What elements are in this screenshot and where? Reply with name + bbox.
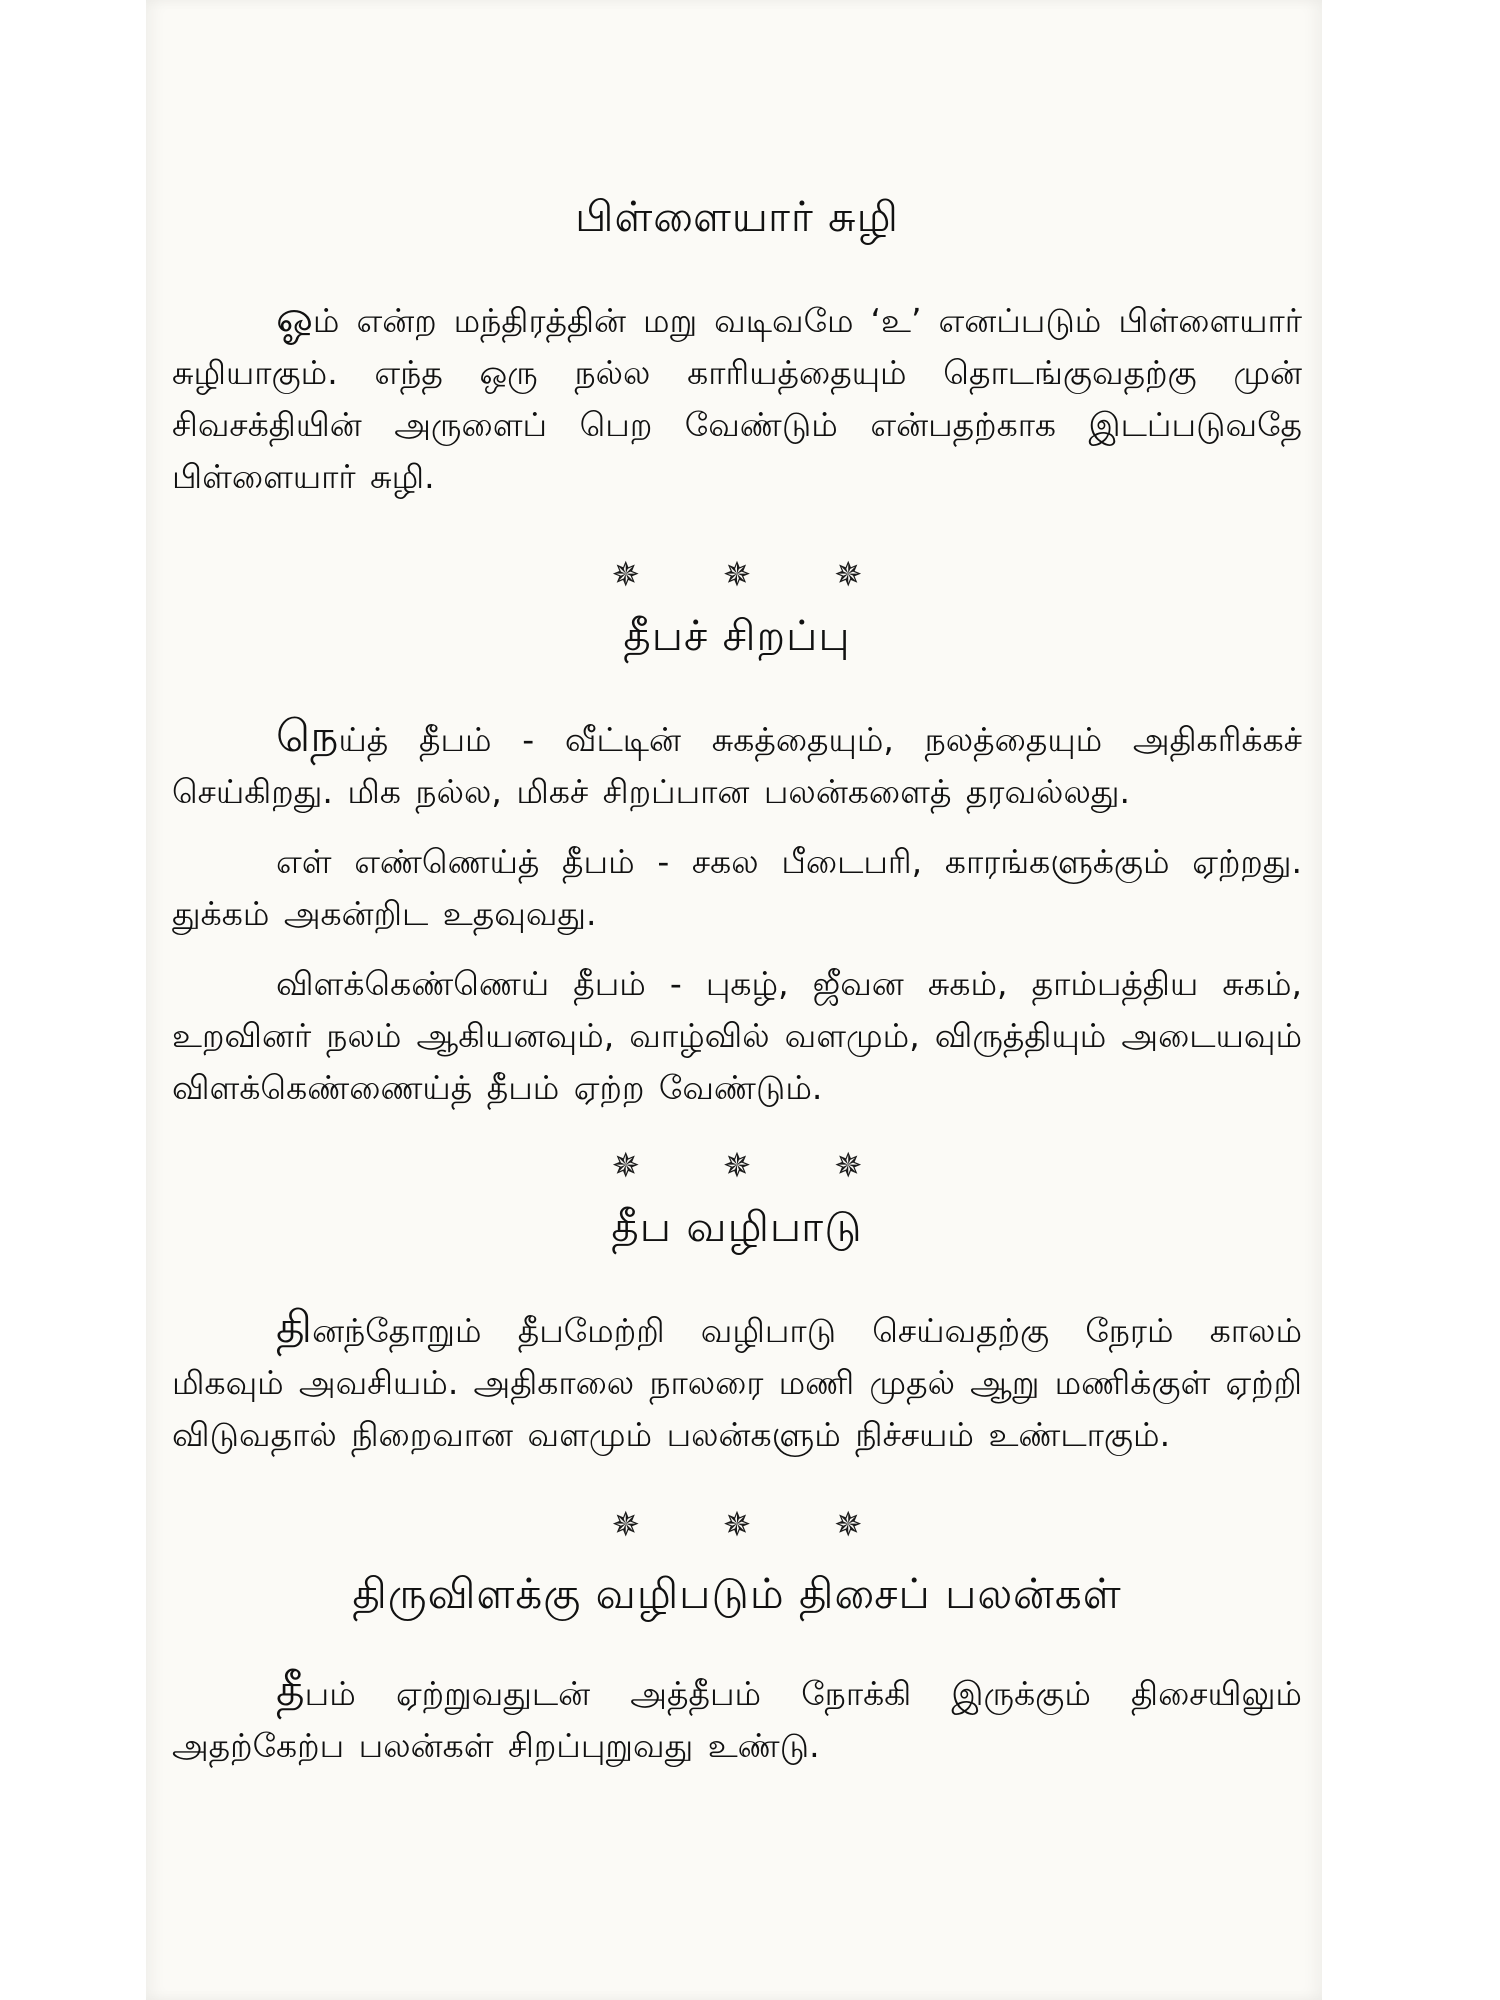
section-separator: ✵ ✵ ✵ [611, 1146, 899, 1186]
section-separator: ✵ ✵ ✵ [611, 1505, 899, 1545]
paragraph [172, 292, 1302, 503]
paragraph-text: ம் என்ற மந்திரத்தின் மறு வடிவமே ‘உ’ எனப்படும் பிள்ளையார் சுழியாகும். எந்த ஒரு நல்ல காரியத்தையும் தொடங்குவதற்கு முன் சிவசக்தியின் அருளைப் பெற வேண்டும் என்பதற்காக இடப்படுவதே பிள்ளையார் சுழி. [172, 301, 1302, 496]
section-separator: ✵ ✵ ✵ [611, 555, 899, 595]
section-title: திருவிளக்கு வழிபடும் திசைப் பலன்கள் [352, 1569, 1122, 1618]
paragraph-initial: நெ [276, 711, 339, 762]
section-title: பிள்ளையார் சுழி [575, 192, 899, 241]
paragraph-text: பம் ஏற்றுவதுடன் அத்தீபம் நோக்கி இருக்கும் திசையிலும் அதற்கேற்ப பலன்கள் சிறப்புறுவது உண்டு. [172, 1674, 1302, 1765]
paragraph [172, 711, 1302, 818]
paragraph-initial: தீ [276, 1665, 305, 1716]
paragraph-initial: ஓ [276, 292, 313, 343]
section-title: தீபச் சிறப்பு [623, 611, 851, 660]
paragraph [172, 1302, 1302, 1461]
paragraph-initial: தி [276, 1302, 313, 1353]
paragraph: விளக்கெண்ணெய் தீபம் - புகழ், ஜீவன சுகம், தாம்பத்திய சுகம், உறவினர் நலம் ஆகியனவும், வாழ்வில் வளமும், விருத்தியும் அடையவும் விளக்கெண்ணைய்த் தீபம் ஏற்ற வேண்டும். [172, 964, 1302, 1107]
section-title: தீப வழிபாடு [611, 1202, 863, 1251]
paragraph-text: னந்தோறும் தீபமேற்றி வழிபாடு செய்வதற்கு நேரம் காலம் மிகவும் அவசியம். அதிகாலை நாலரை மணி முதல் ஆறு மணிக்குள் ஏற்றி விடுவதால் நிறைவான வளமும் பலன்களும் நிச்சயம் உண்டாகும். [172, 1311, 1302, 1454]
paragraph: எள் எண்ணெய்த் தீபம் - சகல பீடைபரி, காரங்களுக்கும் ஏற்றது. துக்கம் அகன்றிட உதவுவது. [172, 842, 1302, 933]
page-content [172, 190, 1302, 1772]
paragraph [172, 1665, 1302, 1772]
paragraph-text: ய்த் தீபம் - வீட்டின் சுகத்தையும், நலத்தையும் அதிகரிக்கச் செய்கிறது. மிக நல்ல, மிகச் சிறப்பான பலன்களைத் தரவல்லது. [172, 720, 1302, 811]
